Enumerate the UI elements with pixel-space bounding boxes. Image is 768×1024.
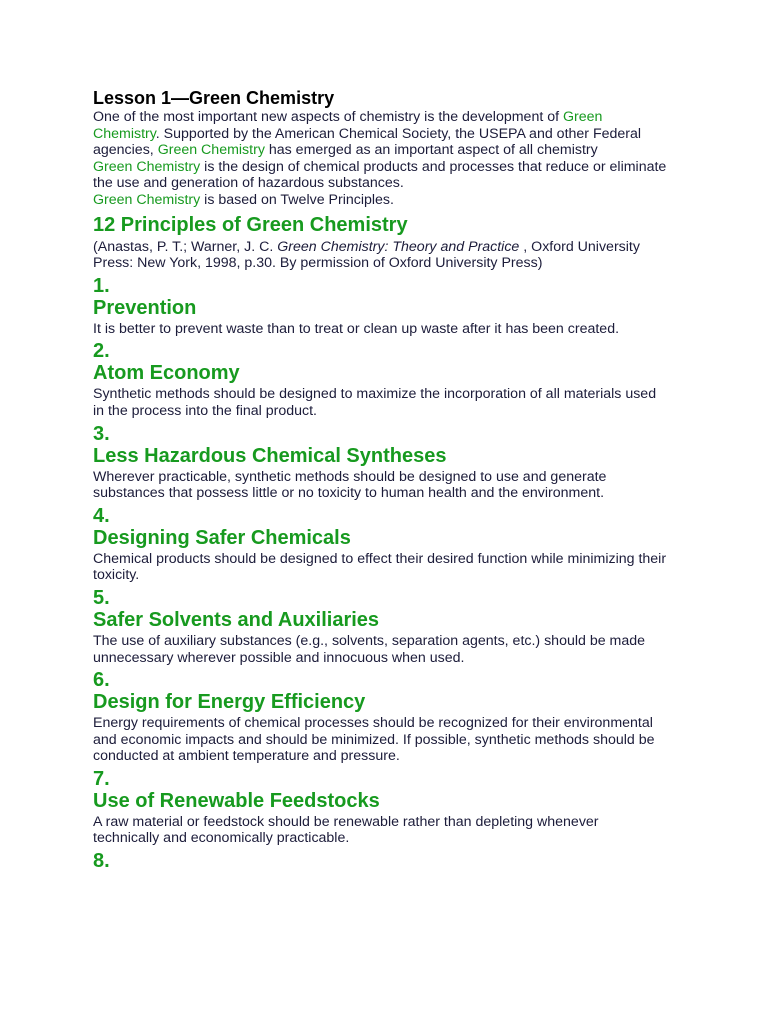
- principle-title: Designing Safer Chemicals: [93, 526, 351, 549]
- principle-description: It is better to prevent waste than to treat or clean up waste after it has been created.: [93, 320, 620, 337]
- principle-number: 7.: [93, 767, 110, 790]
- intro-text: agencies,: [93, 142, 158, 159]
- principle-title: Design for Energy Efficiency: [93, 691, 366, 714]
- principle-number: 4.: [93, 504, 110, 527]
- principle-description: Synthetic methods should be designed to maximize the incorporation of all materials used in the process into the final product.: [93, 386, 657, 419]
- principle-number: 5.: [93, 586, 110, 609]
- principle-item: [93, 340, 668, 419]
- principle-description: A raw material or feedstock should be renewable rather than depleting whenever technically and economically practicable.: [93, 813, 599, 847]
- principles-list: [93, 275, 668, 872]
- intro-text: is the design of chemical products and processes that reduce or eliminate the use and generation of hazardous substances.: [93, 158, 667, 192]
- principles-heading: 12 Principles of Green Chemistry: [93, 213, 408, 236]
- citation: [93, 239, 668, 272]
- principle-description: Wherever practicable, synthetic methods should be designed to use and generate substances that possess little or no toxicity to human health and the environment.: [93, 468, 607, 502]
- principle-title: Atom Economy: [93, 362, 240, 385]
- intro-text: has emerged as an important aspect of all chemistry: [264, 142, 598, 159]
- principle-number: 6.: [93, 669, 110, 692]
- intro-text: . Supported by the American Chemical Society, the USEPA and other Federal: [155, 125, 642, 142]
- citation-book-title: Green Chemistry: Theory and Practice: [277, 238, 520, 255]
- lesson-title: Lesson 1—Green Chemistry: [93, 88, 335, 108]
- principle-description: Chemical products should be designed to effect their desired function while minimizing their toxicity.: [93, 550, 667, 584]
- principle-item: [93, 669, 668, 765]
- intro-paragraph-2: [93, 142, 668, 159]
- intro-paragraph-3: [93, 159, 668, 192]
- principle-title: Use of Renewable Feedstocks: [93, 789, 380, 812]
- principle-item: [93, 275, 668, 338]
- principle-item: [93, 768, 668, 847]
- principle-item: [93, 505, 668, 584]
- intro-text: is based on Twelve Principles.: [200, 191, 394, 208]
- principle-number: 2.: [93, 340, 110, 363]
- principle-item: [93, 850, 668, 872]
- document-page: [93, 87, 668, 872]
- principle-title: Safer Solvents and Auxiliaries: [93, 608, 380, 631]
- principle-number: 8.: [93, 850, 110, 873]
- principle-description: Energy requirements of chemical processes should be recognized for their environmental and economic impacts and should be minimized. If possible, synthetic methods should be conducted at ambient temperature and pressure.: [93, 715, 655, 765]
- principle-item: [93, 423, 668, 502]
- principle-title: Less Hazardous Chemical Syntheses: [93, 444, 447, 467]
- principle-description: The use of auxiliary substances (e.g., solvents, separation agents, etc.) should be made unnecessary wherever possible and innocuous when used.: [93, 632, 646, 666]
- principle-number: 3.: [93, 422, 110, 445]
- citation-text: (Anastas, P. T.; Warner, J. C.: [93, 238, 278, 255]
- green-chemistry-term: Green Chemistry: [93, 191, 201, 208]
- principle-number: 1.: [93, 274, 110, 297]
- citation-text: , Oxford University Press: New York, 1998, p.30. By permission of Oxford University Press): [93, 238, 640, 272]
- green-chemistry-term: Green Chemistry: [93, 109, 603, 142]
- green-chemistry-term: Green Chemistry: [157, 142, 265, 159]
- intro-paragraph-1: [93, 109, 668, 142]
- principle-item: [93, 587, 668, 666]
- intro-text: One of the most important new aspects of chemistry is the development of: [93, 109, 563, 125]
- principle-title: Prevention: [93, 296, 197, 319]
- green-chemistry-term: Green Chemistry: [93, 158, 201, 175]
- intro-paragraph-4: [93, 192, 668, 209]
